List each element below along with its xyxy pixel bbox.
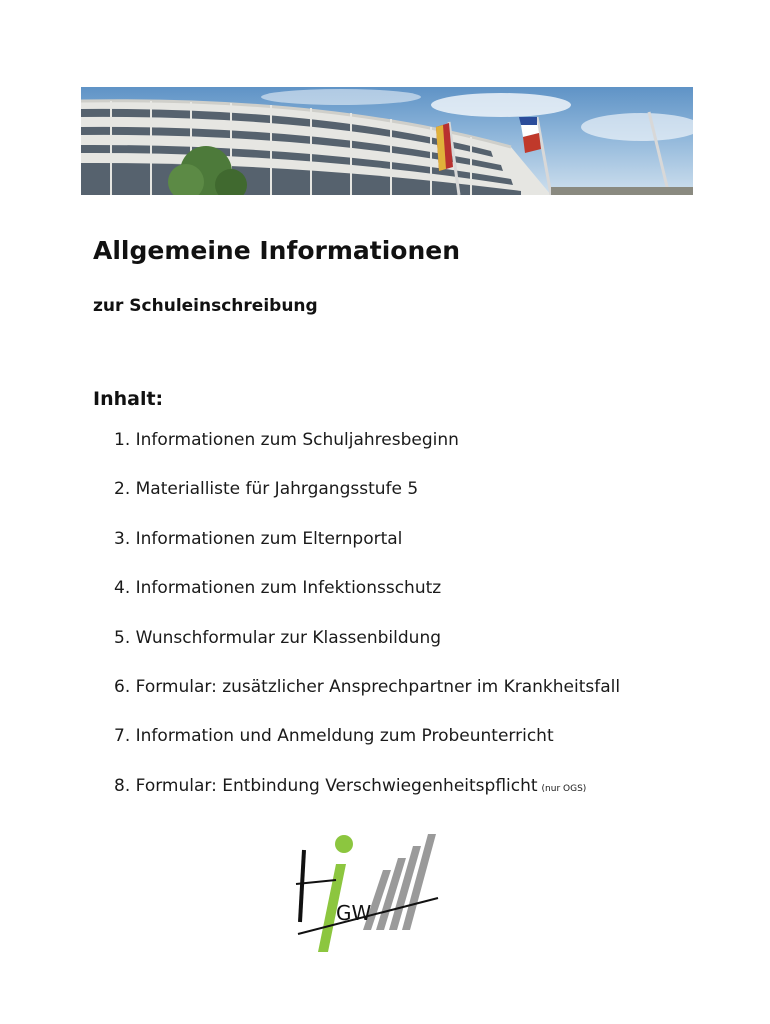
toc-heading: Inhalt: [93,388,164,410]
document-subtitle: zur Schuleinschreibung [93,296,318,316]
toc-item: 5. Wunschformular zur Klassenbildung [114,627,442,648]
toc-item: 1. Informationen zum Schuljahresbeginn [114,430,459,450]
toc-item-note: (nur OGS) [541,783,587,794]
toc-item: 7. Information und Anmeldung zum Probeunterricht [114,726,554,747]
toc-item: 2. Materialliste für Jahrgangsstufe 5 [114,479,419,500]
logo-text: GW [336,901,372,925]
header-photo-banner [81,87,693,195]
school-building-photo [81,87,693,195]
school-logo-icon [288,830,448,960]
toc-item: 6. Formular: zusätzlicher Ansprechpartner im Krankheitsfall [114,676,621,697]
table-of-contents [114,430,620,825]
toc-item: 3. Informationen zum Elternportal [114,528,403,549]
document-title: Allgemeine Informationen [93,236,461,265]
toc-item: 8. Formular: Entbindung Verschwiegenheitspflicht (nur OGS) [114,775,587,796]
toc-item: 4. Informationen zum Infektionsschutz [114,578,442,599]
school-logo [288,830,448,960]
